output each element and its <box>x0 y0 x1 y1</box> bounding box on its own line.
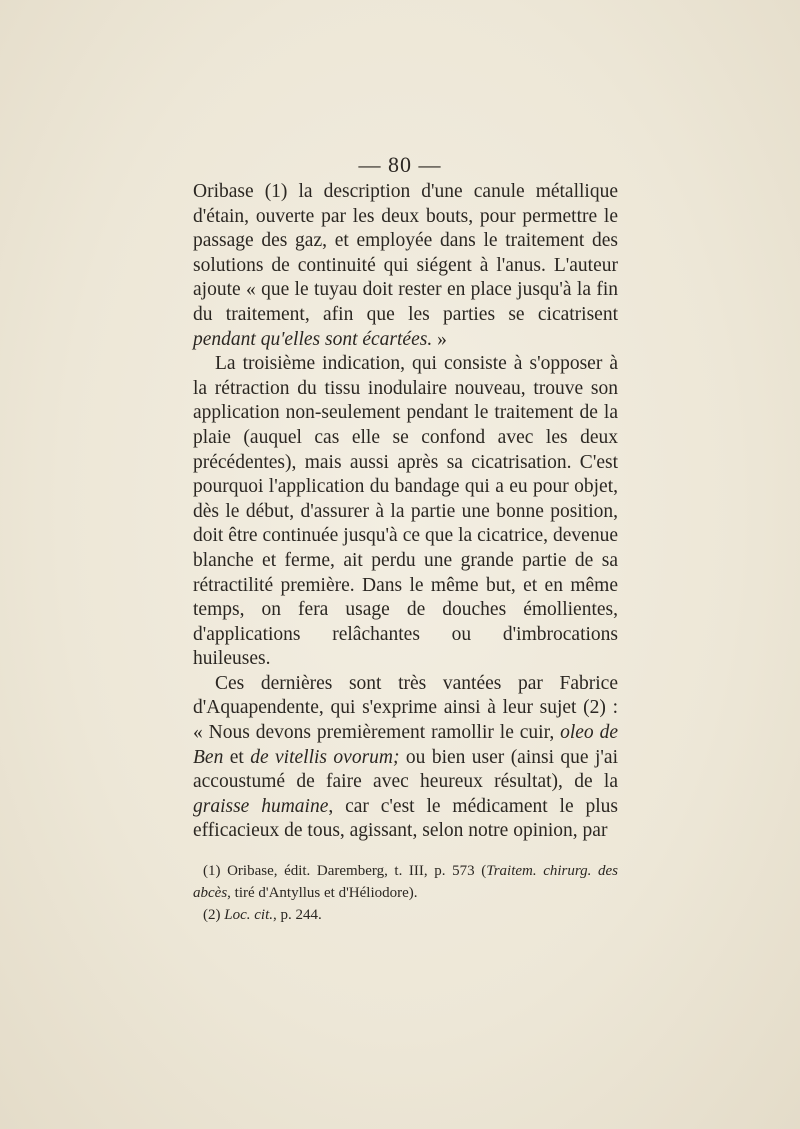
footnotes <box>193 860 618 926</box>
text-run: , tiré d'Antyllus et d'Héliodore). <box>227 885 418 901</box>
text-run: Ces dernières sont très vantées par Fabrice d'Aquapendente, qui s'exprime ainsi à leur sujet (2) : « Nous devons premièrement ramollir le cuir, <box>193 672 618 744</box>
body-text <box>193 180 618 844</box>
paragraph-1 <box>193 180 618 352</box>
paragraph-2 <box>193 352 618 672</box>
text-run: , car c'est le médicament le plus efficacieux de tous, agissant, selon notre opinion, par <box>193 795 618 842</box>
text-run: et <box>223 746 251 768</box>
footnote-1 <box>193 860 618 904</box>
paragraph-3 <box>193 672 618 844</box>
italic-text-run: graisse humaine <box>193 795 329 817</box>
italic-text-run: oleo de Ben <box>193 722 618 768</box>
text-run: Oribase (1) la description d'une canule métallique d'étain, ouverte par les deux bouts, pour permettre le passage des gaz, et employée dans le traitement des solutions de continuité qui siégent à l'anus. L'auteur ajoute « que le tuyau doit rester en place jusqu'à la fin du traitement, afin que les parties se cicatrisent <box>193 181 618 325</box>
page-number: — 80 — <box>358 152 442 177</box>
italic-text-run: Traitem. chirurg. des abcès <box>193 863 618 901</box>
text-run: (1) Oribase, édit. Daremberg, t. III, p. 573 ( <box>203 863 487 879</box>
text-run: , p. 244. <box>273 907 322 923</box>
footnote-2 <box>193 904 618 926</box>
italic-text-run: de vitellis ovorum; <box>250 746 400 768</box>
text-run: (2) <box>203 907 225 923</box>
text-run: » <box>432 328 447 350</box>
italic-text-run: Loc. cit. <box>224 907 273 923</box>
text-run: ou bien user (ainsi que j'ai accoustumé de faire avec heureux résultat), de la <box>193 746 618 793</box>
text-run: La troisième indication, qui consiste à s'opposer à la rétraction du tissu inodulaire nouveau, trouve son application non-seulement pendant le traitement de la plaie (auquel cas elle se confond avec les deux précédentes), mais aussi après sa cicatrisation. C'est pourquoi l'application du bandage qui a eu pour objet, dès le début, d'assurer à la partie une bonne position, doit être continuée jusqu'à ce que la cicatrice, devenue blanche et ferme, ait perdu une grande partie de sa rétractilité première. Dans le même but, et en même temps, on fera usage de douches émollientes, d'applications relâchantes ou d'imbrocations huileuses. <box>193 353 618 670</box>
italic-text-run: pendant qu'elles sont écartées. <box>193 328 433 350</box>
